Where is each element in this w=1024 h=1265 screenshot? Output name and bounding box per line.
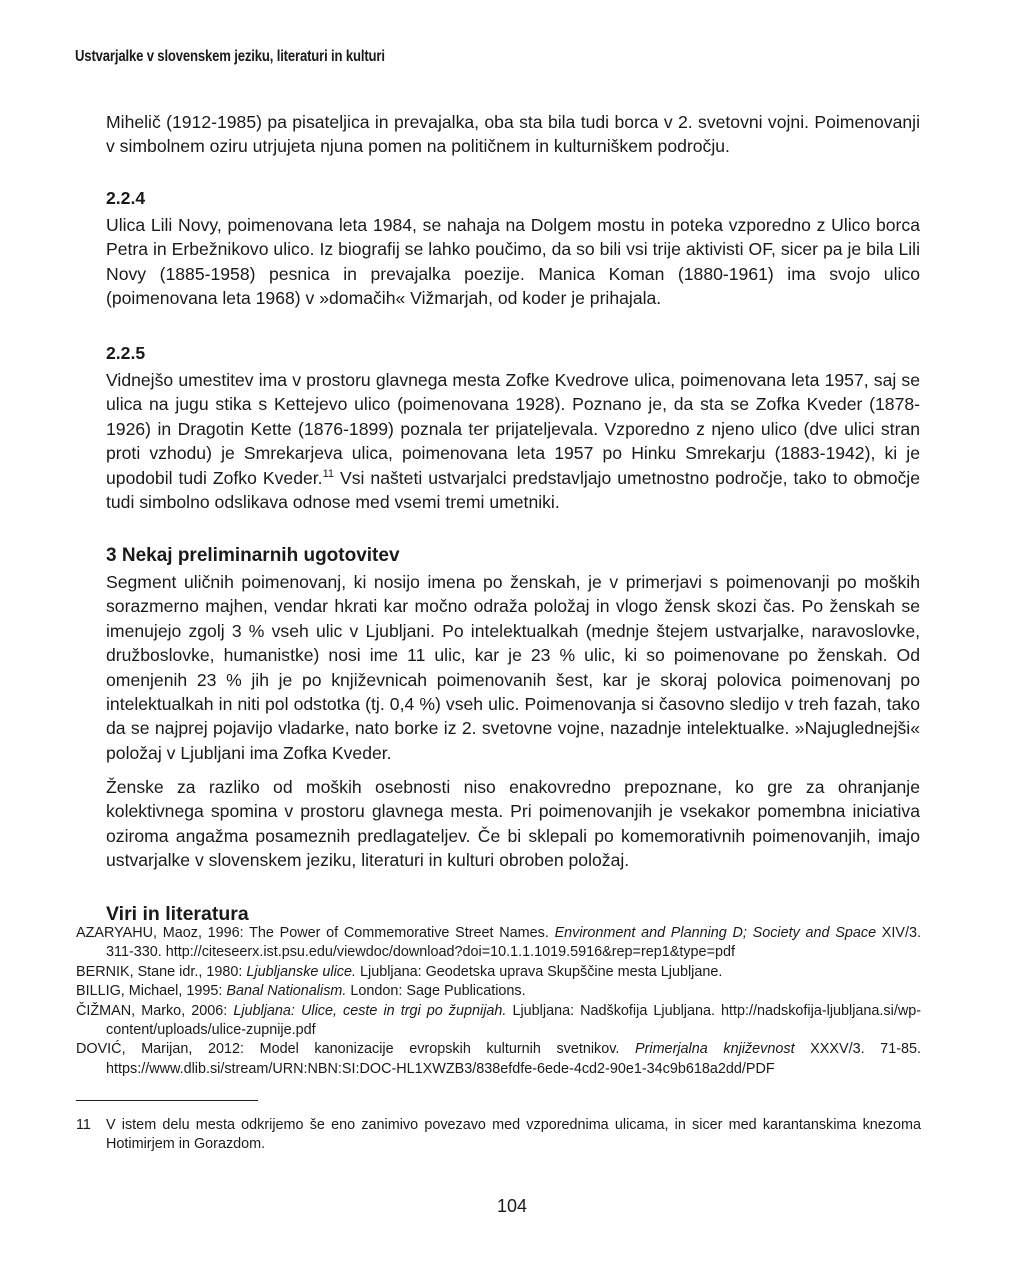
- reference-list: [76, 924, 921, 1079]
- section-3-heading: 3 Nekaj preliminarnih ugotovitev: [106, 545, 400, 566]
- section-2-2-5-paragraph: [106, 368, 920, 514]
- section-2-2-5-text: Vidnejšo umestitev ima v prostoru glavnega mesta Zofke Kvedrove ulica, poimenovana leta 1957, saj se ulica na jugu stika s Kettejevo ulico (poimenovana 1928). Poznano je, da sta se Zofka Kveder (1878-1926) in Dragotin Kette (1876-1899) poznala ter prijateljevala. Vzporedno z njeno ulico (dve ulici stran proti vzhodu) je Smrekarjeva ulica, poimenovana leta 1957 po Hinku Smrekarju (1883-1942), ki je upodobil tudi Zofko Kveder.: [106, 370, 920, 488]
- reference-item: DOVIĆ, Marijan, 2012: Model kanonizacije evropskih kulturnih svetnikov. Primerjalna književnost XXXV/3. 71-85. https://www.dlib.si/stream/URN:NBN:SI:DOC-HL1XWZB3/838efdfe-6ede-4cd2-90e1-34c9b618a2dd/PDF: [76, 1041, 921, 1077]
- reference-item: ČIŽMAN, Marko, 2006: Ljubljana: Ulice, ceste in trgi po župnijah. Ljubljana: Nadškofija Ljubljana. http://nadskofija-ljubljana.si/wp-content/uploads/ulice-zupnije.pdf: [76, 1002, 922, 1039]
- reference-item: BILLIG, Michael, 1995: Banal Nationalism. London: Sage Publications.: [76, 983, 526, 1000]
- section-number-2-2-5: 2.2.5: [106, 343, 146, 363]
- intro-paragraph: Mihelič (1912-1985) pa pisateljica in prevajalka, oba sta bila tudi borca v 2. svetovni vojni. Poimenovanji v simbolnem oziru utrjujeta njuna pomen na političnem in kulturniškem področju.: [106, 112, 920, 157]
- footnote-text: V istem delu mesta odkrijemo še eno zanimivo povezavo med vzporednima ulicama, in sicer med karantanskima knezoma Hotimirjem in Gorazdom.: [106, 1117, 921, 1153]
- references-heading: Viri in literatura: [106, 903, 249, 925]
- section-number-2-2-4: 2.2.4: [106, 188, 146, 208]
- section-2-2-4-paragraph: Ulica Lili Novy, poimenovana leta 1984, se nahaja na Dolgem mostu in poteka vzporedno z Ulico borca Petra in Erbežnikovo ulico. Iz biografij se lahko poučimo, da so bili vsi trije aktivisti OF, sicer pa je bila Lili Novy (1885-1958) pesnica in prevajalka poezije. Manica Koman (1880-1961) ima svojo ulico (poimenovana leta 1968) v »domačih« Vižmarjah, od koder je prihajala.: [106, 215, 920, 309]
- reference-item: BERNIK, Stane idr., 1980: Ljubljanske ulice. Ljubljana: Geodetska uprava Skupščine mesta Ljubljane.: [76, 963, 723, 980]
- section-2-2-5-text-continued: Vsi našteti ustvarjalci predstavljajo umetnostno področje, tako to območje tudi simbolno odslikava odnose med vsemi tremi umetniki.: [106, 467, 920, 513]
- footnote-number: 11: [76, 1117, 91, 1133]
- section-3-paragraph-2: Ženske za razliko od moških osebnosti niso enakovredno prepoznane, ko gre za ohranjanje kolektivnega spomina v prostoru glavnega mesta. Pri poimenovanjih je vsekakor pomembna iniciativa oziroma angažma posameznih predlagateljev. Če bi sklepali po komemorativnih poimenovanjih, imajo ustvarjalke v slovenskem jeziku, literaturi in kulturi obroben položaj.: [106, 777, 920, 871]
- reference-item: AZARYAHU, Maoz, 1996: The Power of Commemorative Street Names. Environment and Planning D; Society and Space XIV/3. 311-330. http://citeseerx.ist.psu.edu/viewdoc/download?doi=10.1.1.1019.5916&rep=rep1&type=pdf: [76, 925, 921, 961]
- section-3-paragraph-1: Segment uličnih poimenovanj, ki nosijo imena po ženskah, je v primerjavi s poimenovanji po moških sorazmerno majhen, vendar hkrati kar močno odraža položaj in vlogo žensk skozi čas. Po ženskah se imenujejo zgolj 3 % vseh ulic v Ljubljani. Po intelektualkah (mednje štejem ustvarjalke, naravoslovke, družboslovke, humanistke) nosi ime 11 ulic, kar je 23 % ulic, ki so poimenovane po ženskah. Od omenjenih 23 % jih je po književnicah poimenovanih šest, kar je skoraj polovica poimenovanj po intelektualkah in niti pol odstotka (tj. 0,4 %) vseh ulic. Poimenovanja si časovno sledijo v treh fazah, tako da se najprej pojavijo vladarke, nato borke iz 2. svetovne vojne, nazadnje intelektualke. »Najuglednejši« položaj v Ljubljani ima Zofka Kveder.: [106, 572, 920, 763]
- footnote-reference: 11: [322, 467, 334, 480]
- footnote-divider: [76, 1100, 258, 1101]
- page-number: 104: [496, 1196, 528, 1216]
- footnote: [76, 1116, 921, 1155]
- running-head: Ustvarjalke v slovenskem jeziku, literaturi in kulturi: [75, 48, 385, 65]
